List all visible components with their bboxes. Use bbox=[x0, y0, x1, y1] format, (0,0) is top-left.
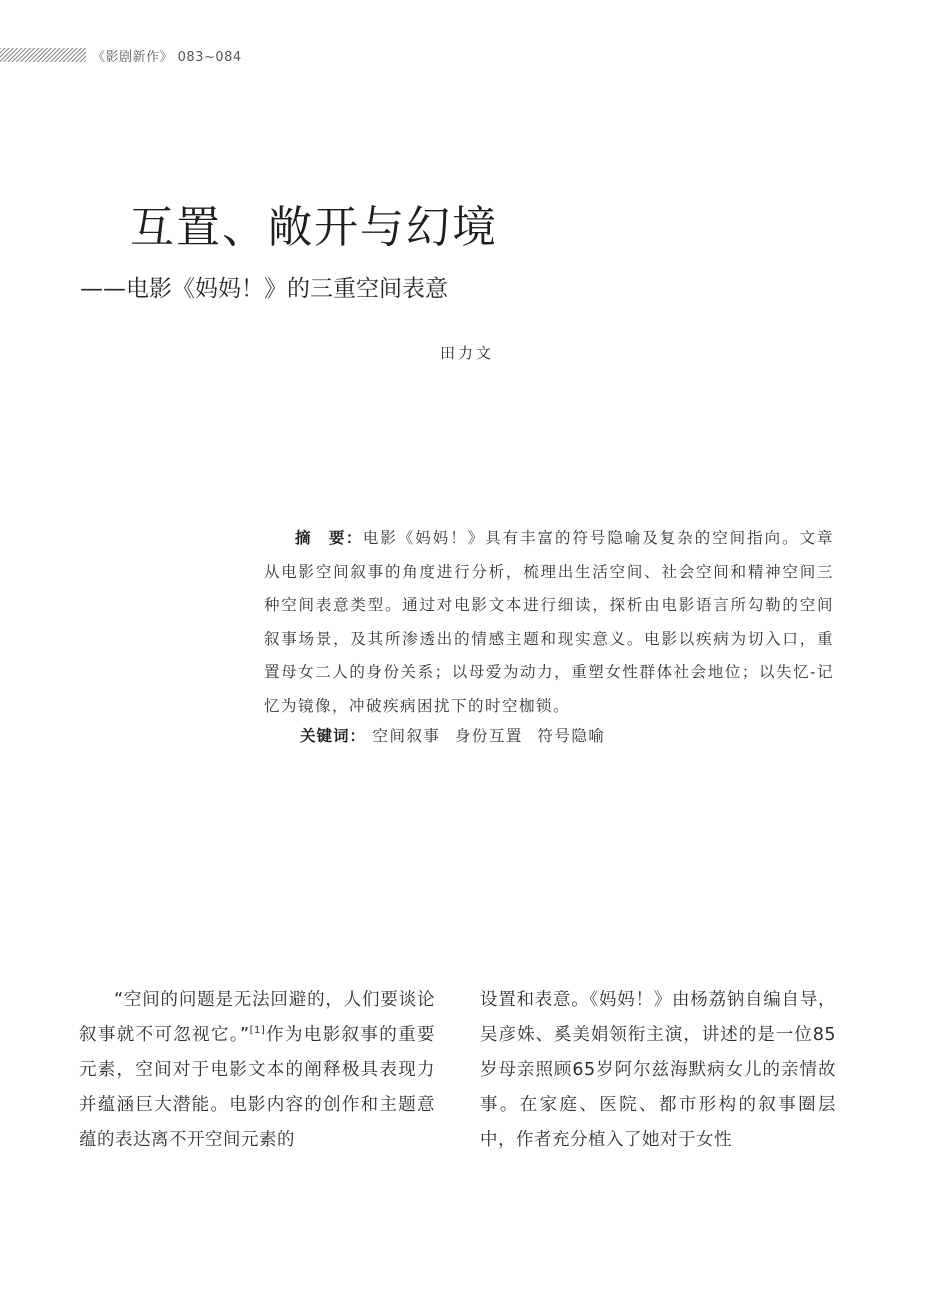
keywords bbox=[300, 720, 613, 753]
article-title: 互置、敞开与幻境 bbox=[130, 202, 498, 253]
abstract-text: 电影《妈妈！》具有丰富的符号隐喻及复杂的空间指向。文章从电影空间叙事的角度进行分析，梳理出生活空间、社会空间和精神空间三种空间表意类型。通过对电影文本进行细读，探析由电影语言所勾勒的空间叙事场景，及其所渗透出的情感主题和现实意义。电影以疾病为切入口，重置母女二人的身份关系；以母爱为动力，重塑女性群体社会地位；以失忆-记忆为镜像，冲破疾病困扰下的时空枷锁。 bbox=[264, 529, 834, 715]
body-paragraph bbox=[79, 983, 435, 1158]
body-text: “空间的问题是无法回避的，人们要谈论叙事就不可忽视它。” bbox=[79, 990, 435, 1045]
keyword-item: 符号隐喻 bbox=[537, 727, 606, 745]
keyword-item: 身份互置 bbox=[454, 727, 523, 745]
body-text: 作为电影叙事的重要元素，空间对于电影文本的阐释极具表现力并蕴涵巨大潜能。电影内容的创作和主题意蕴的表达离不开空间元素的 bbox=[79, 1025, 435, 1150]
body-column-right bbox=[480, 983, 836, 1158]
body-column-left bbox=[79, 983, 435, 1158]
citation-mark: [1] bbox=[249, 1025, 266, 1037]
keyword-item: 空间叙事 bbox=[372, 727, 441, 745]
abstract bbox=[264, 522, 834, 723]
keywords-label: 关键词： bbox=[300, 727, 367, 745]
journal-header: 《影剧新作》 083~084 bbox=[92, 50, 242, 65]
body-paragraph: 设置和表意。《妈妈！》由杨荔钠自编自导，吴彦姝、奚美娟领衔主演，讲述的是一位85岁母亲照顾65岁阿尔兹海默病女儿的亲情故事。在家庭、医院、都市形构的叙事圈层中，作者充分植入了她对于女性 bbox=[480, 990, 836, 1150]
header-decoration bbox=[0, 48, 86, 62]
abstract-label: 摘 要： bbox=[295, 529, 363, 547]
author-name: 田力文 bbox=[440, 344, 495, 362]
article-subtitle: ——电影《妈妈！》的三重空间表意 bbox=[80, 276, 448, 302]
